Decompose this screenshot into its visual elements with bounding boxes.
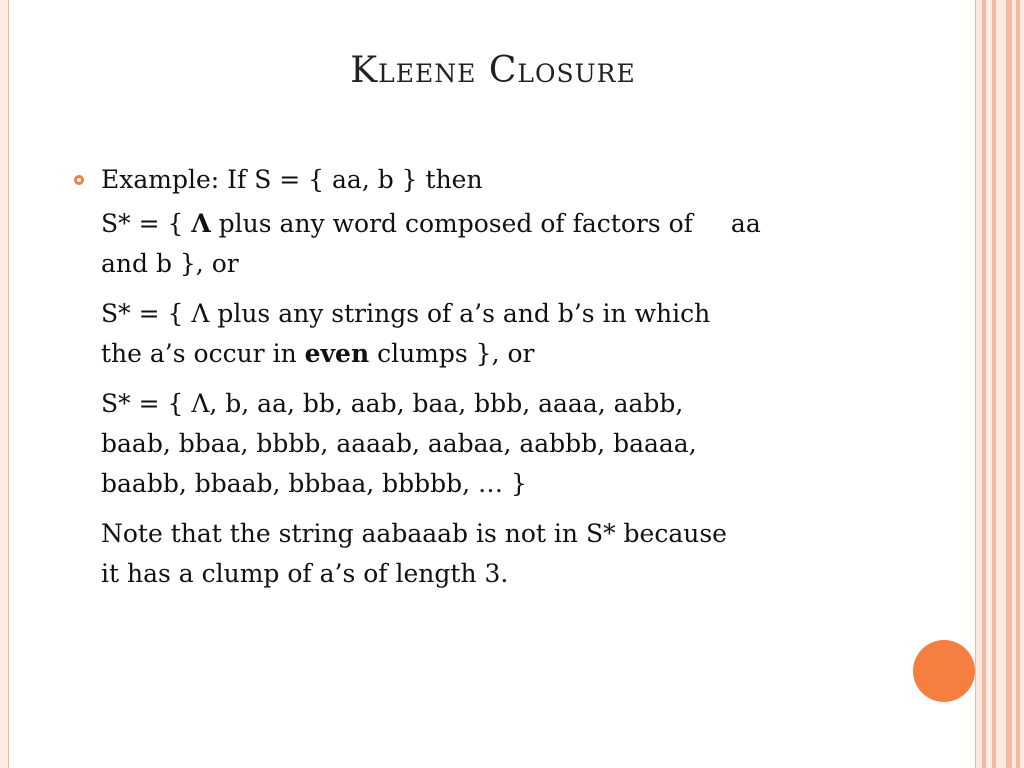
decor-stripe <box>1006 0 1012 768</box>
decor-stripe <box>992 0 996 768</box>
decor-stripe <box>1016 0 1020 768</box>
def3-line2: baab, bbaa, bbbb, aaaab, aabaa, aabbb, baaaa, <box>101 429 697 458</box>
definition-3 <box>101 384 901 504</box>
note-line2: it has a clump of a’s of length 3. <box>101 559 509 588</box>
decor-circle <box>913 640 975 702</box>
def1-lambda: Λ <box>191 209 211 238</box>
def1-aa: aa <box>730 209 761 238</box>
bullet-line <box>101 160 901 200</box>
def1-end: and b }, or <box>101 249 239 278</box>
def2-end: clumps }, or <box>369 339 535 368</box>
note-line1: Note that the string aabaaab is not in S* because <box>101 519 727 548</box>
def3-line1: S* = { Λ, b, aa, bb, aab, baa, bbb, aaaa, aabb, <box>101 389 684 418</box>
def2-even: even <box>304 339 370 368</box>
slide-content <box>101 160 901 604</box>
bullet-icon <box>74 175 84 185</box>
bullet-text: Example: If S = { aa, b } then <box>101 165 483 194</box>
def1-text: plus any word composed of factors of <box>210 209 693 238</box>
slide-title: Kleene Closure <box>350 50 636 91</box>
note <box>101 514 901 594</box>
decor-stripe <box>988 0 990 768</box>
definition-2 <box>101 294 901 374</box>
def3-line3: baabb, bbaab, bbbaa, bbbbb, … } <box>101 469 527 498</box>
def2-mid: the a’s occur in <box>101 339 305 368</box>
slide-frame <box>8 0 976 768</box>
def2-line1: S* = { Λ plus any strings of a’s and b’s in which <box>101 299 711 328</box>
def1-prefix: S* = { <box>101 209 192 238</box>
definition-1 <box>101 204 901 284</box>
decor-stripe <box>982 0 986 768</box>
